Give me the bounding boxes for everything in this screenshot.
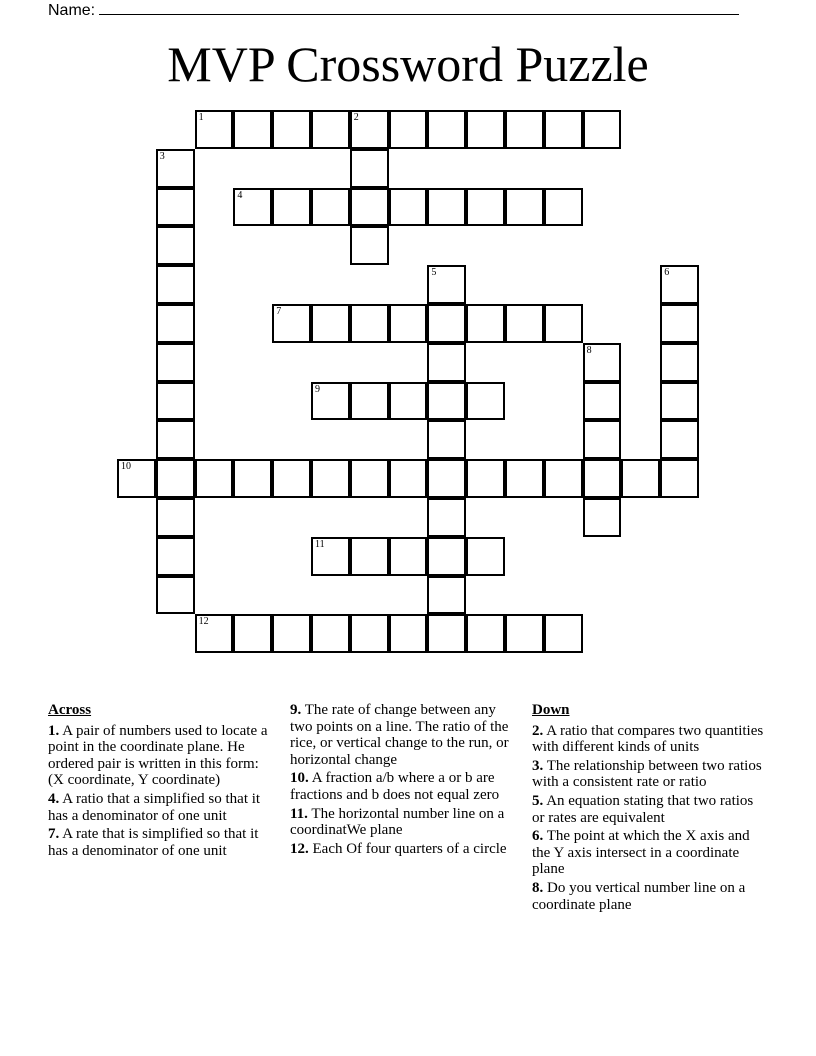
crossword-cell[interactable] xyxy=(156,576,195,615)
crossword-cell[interactable] xyxy=(156,343,195,382)
cell-number: 4 xyxy=(237,189,243,201)
cell-number: 3 xyxy=(159,150,165,162)
cell-number: 10 xyxy=(121,461,131,473)
clue-across-1 xyxy=(48,723,273,789)
crossword-cell[interactable] xyxy=(233,110,272,149)
clues-column-1 xyxy=(48,702,273,861)
crossword-cell[interactable] xyxy=(156,226,195,265)
crossword-cell[interactable] xyxy=(389,614,428,653)
crossword-cell[interactable] xyxy=(350,459,389,498)
crossword-cell[interactable] xyxy=(389,188,428,227)
crossword-cell[interactable] xyxy=(195,614,234,653)
crossword-cell[interactable] xyxy=(505,614,544,653)
crossword-cell[interactable] xyxy=(389,304,428,343)
clue-down-2 xyxy=(532,723,764,756)
crossword-cell[interactable] xyxy=(660,304,699,343)
crossword-cell[interactable] xyxy=(427,420,466,459)
cell-number: 11 xyxy=(315,538,325,550)
crossword-cell[interactable] xyxy=(427,343,466,382)
clue-number: 8. xyxy=(532,879,544,896)
crossword-cell[interactable] xyxy=(505,110,544,149)
crossword-cell[interactable] xyxy=(156,382,195,421)
crossword-cell[interactable] xyxy=(156,420,195,459)
crossword-cell[interactable] xyxy=(544,614,583,653)
cell-number: 12 xyxy=(198,616,209,628)
crossword-cell[interactable] xyxy=(544,304,583,343)
crossword-cell[interactable] xyxy=(311,537,350,576)
clue-number: 11. xyxy=(290,805,308,822)
clue-across-9 xyxy=(290,702,522,768)
clue-number: 7. xyxy=(48,826,60,843)
crossword-cell[interactable] xyxy=(544,188,583,227)
clue-text: The rate of change between any two points on a line. The ratio of the rice, or vertical change to the run, or horizontal change xyxy=(290,702,509,768)
crossword-cell[interactable] xyxy=(427,459,466,498)
crossword-cell[interactable] xyxy=(427,614,466,653)
page-title: MVP Crossword Puzzle xyxy=(167,36,649,92)
crossword-cell[interactable] xyxy=(272,304,311,343)
crossword-cell[interactable] xyxy=(272,459,311,498)
across-heading: Across xyxy=(48,702,92,718)
crossword-cell[interactable] xyxy=(505,188,544,227)
cell-number: 7 xyxy=(276,306,282,317)
clue-text: Do you vertical number line on a coordinate plane xyxy=(532,879,746,913)
clue-text: The relationship between two ratios with a consistent rate or ratio xyxy=(532,757,762,791)
crossword-cell[interactable] xyxy=(156,149,195,188)
clue-number: 2. xyxy=(532,722,544,739)
crossword-cell[interactable] xyxy=(660,265,699,304)
clue-text: A fraction a/b where a or b are fractions and b does not equal zero xyxy=(290,770,500,803)
clue-number: 5. xyxy=(532,792,544,809)
crossword-cell[interactable] xyxy=(466,459,505,498)
crossword-cell[interactable] xyxy=(272,614,311,653)
clue-text: A pair of numbers used to locate a point in the coordinate plane. He ordered pair is written in this form: (X coordinate, Y coordinate) xyxy=(48,722,268,789)
crossword-cell[interactable] xyxy=(660,459,699,498)
crossword-cell[interactable] xyxy=(156,304,195,343)
crossword-cell[interactable] xyxy=(311,459,350,498)
crossword-cell[interactable] xyxy=(389,459,428,498)
clue-text: Each Of four quarters of a circle xyxy=(312,840,507,857)
clue-down-8 xyxy=(532,880,764,913)
crossword-cell[interactable] xyxy=(660,420,699,459)
crossword-cell[interactable] xyxy=(427,382,466,421)
clue-down-6 xyxy=(532,828,764,878)
clue-number: 1. xyxy=(48,722,60,739)
clue-down-5 xyxy=(532,793,764,826)
crossword-cell[interactable] xyxy=(427,110,466,149)
crossword-cell[interactable] xyxy=(583,110,622,149)
clue-number: 10. xyxy=(290,770,309,787)
cell-number: 5 xyxy=(431,267,437,279)
crossword-cell[interactable] xyxy=(156,537,195,576)
crossword-cell[interactable] xyxy=(427,188,466,227)
crossword-cell[interactable] xyxy=(389,537,428,576)
crossword-cell[interactable] xyxy=(660,382,699,421)
crossword-cell[interactable] xyxy=(427,537,466,576)
crossword-cell[interactable] xyxy=(311,110,350,149)
crossword-cell[interactable] xyxy=(505,459,544,498)
cell-number: 6 xyxy=(664,267,670,279)
crossword-cell[interactable] xyxy=(466,614,505,653)
crossword-cell[interactable] xyxy=(389,110,428,149)
crossword-cell[interactable] xyxy=(466,537,505,576)
crossword-cell[interactable] xyxy=(156,188,195,227)
clue-text: The horizontal number line on a coordinatWe plane xyxy=(290,805,505,839)
crossword-cell[interactable] xyxy=(311,188,350,227)
clue-number: 4. xyxy=(48,790,60,807)
clue-across-12 xyxy=(290,841,522,858)
clue-text: A ratio that compares two quantities with different kinds of units xyxy=(532,722,764,756)
crossword-cell[interactable] xyxy=(156,265,195,304)
clue-across-10 xyxy=(290,770,522,803)
crossword-cell[interactable] xyxy=(350,537,389,576)
crossword-cell[interactable] xyxy=(311,304,350,343)
crossword-cell[interactable] xyxy=(350,304,389,343)
down-heading: Down xyxy=(532,702,570,718)
crossword-cell[interactable] xyxy=(544,459,583,498)
crossword-cell[interactable] xyxy=(156,498,195,537)
crossword-cell[interactable] xyxy=(272,188,311,227)
cell-number: 9 xyxy=(315,383,320,395)
clues-column-2 xyxy=(290,702,522,859)
crossword-cell[interactable] xyxy=(427,304,466,343)
crossword-cell[interactable] xyxy=(350,226,389,265)
clue-down-3 xyxy=(532,758,764,791)
clues-column-3 xyxy=(532,702,764,915)
crossword-cell[interactable] xyxy=(272,110,311,149)
clue-text: The point at which the X axis and the Y axis intersect in a coordinate plane xyxy=(532,828,750,878)
crossword-cell[interactable] xyxy=(583,459,622,498)
crossword-cell[interactable] xyxy=(466,110,505,149)
crossword-cell[interactable] xyxy=(311,614,350,653)
cell-number: 2 xyxy=(353,112,359,123)
crossword-cell[interactable] xyxy=(156,459,195,498)
crossword-cell[interactable] xyxy=(233,614,272,653)
crossword-cell[interactable] xyxy=(427,576,466,615)
crossword-cell[interactable] xyxy=(466,304,505,343)
crossword-cell[interactable] xyxy=(466,188,505,227)
crossword-cell[interactable] xyxy=(350,149,389,188)
crossword-cell[interactable] xyxy=(195,459,234,498)
crossword-cell[interactable] xyxy=(311,382,350,421)
crossword-cell[interactable] xyxy=(544,110,583,149)
crossword-cell[interactable] xyxy=(427,498,466,537)
crossword-cell[interactable] xyxy=(583,343,622,382)
crossword-cell[interactable] xyxy=(195,110,234,149)
clue-text: An equation stating that two ratios or rates are equivalent xyxy=(532,792,754,826)
crossword-cell[interactable] xyxy=(233,188,272,227)
crossword-cell[interactable] xyxy=(621,459,660,498)
crossword-cell[interactable] xyxy=(583,420,622,459)
clue-text: A rate that is simplified so that it has a denominator of one unit xyxy=(48,826,259,859)
crossword-cell[interactable] xyxy=(583,382,622,421)
clue-number: 12. xyxy=(290,840,309,857)
clue-text: A ratio that a simplified so that it has a denominator of one unit xyxy=(48,790,261,824)
crossword-cell[interactable] xyxy=(583,498,622,537)
crossword-cell[interactable] xyxy=(233,459,272,498)
crossword-cell[interactable] xyxy=(427,265,466,304)
clue-across-4 xyxy=(48,791,273,824)
cell-number: 1 xyxy=(198,112,204,123)
crossword-cell[interactable] xyxy=(350,188,389,227)
crossword-cell[interactable] xyxy=(350,110,389,149)
crossword-cell[interactable] xyxy=(117,459,156,498)
cell-number: 8 xyxy=(586,344,592,356)
crossword-cell[interactable] xyxy=(660,343,699,382)
crossword-cell[interactable] xyxy=(350,614,389,653)
name-label: Name: xyxy=(48,2,96,19)
crossword-cell[interactable] xyxy=(505,304,544,343)
clue-across-7 xyxy=(48,826,273,859)
clue-number: 9. xyxy=(290,702,302,718)
clue-number: 6. xyxy=(532,828,544,845)
crossword-cell[interactable] xyxy=(350,382,389,421)
crossword-cell[interactable] xyxy=(389,382,428,421)
crossword-cell[interactable] xyxy=(466,382,505,421)
clue-number: 3. xyxy=(532,757,544,774)
clue-across-11 xyxy=(290,806,522,839)
